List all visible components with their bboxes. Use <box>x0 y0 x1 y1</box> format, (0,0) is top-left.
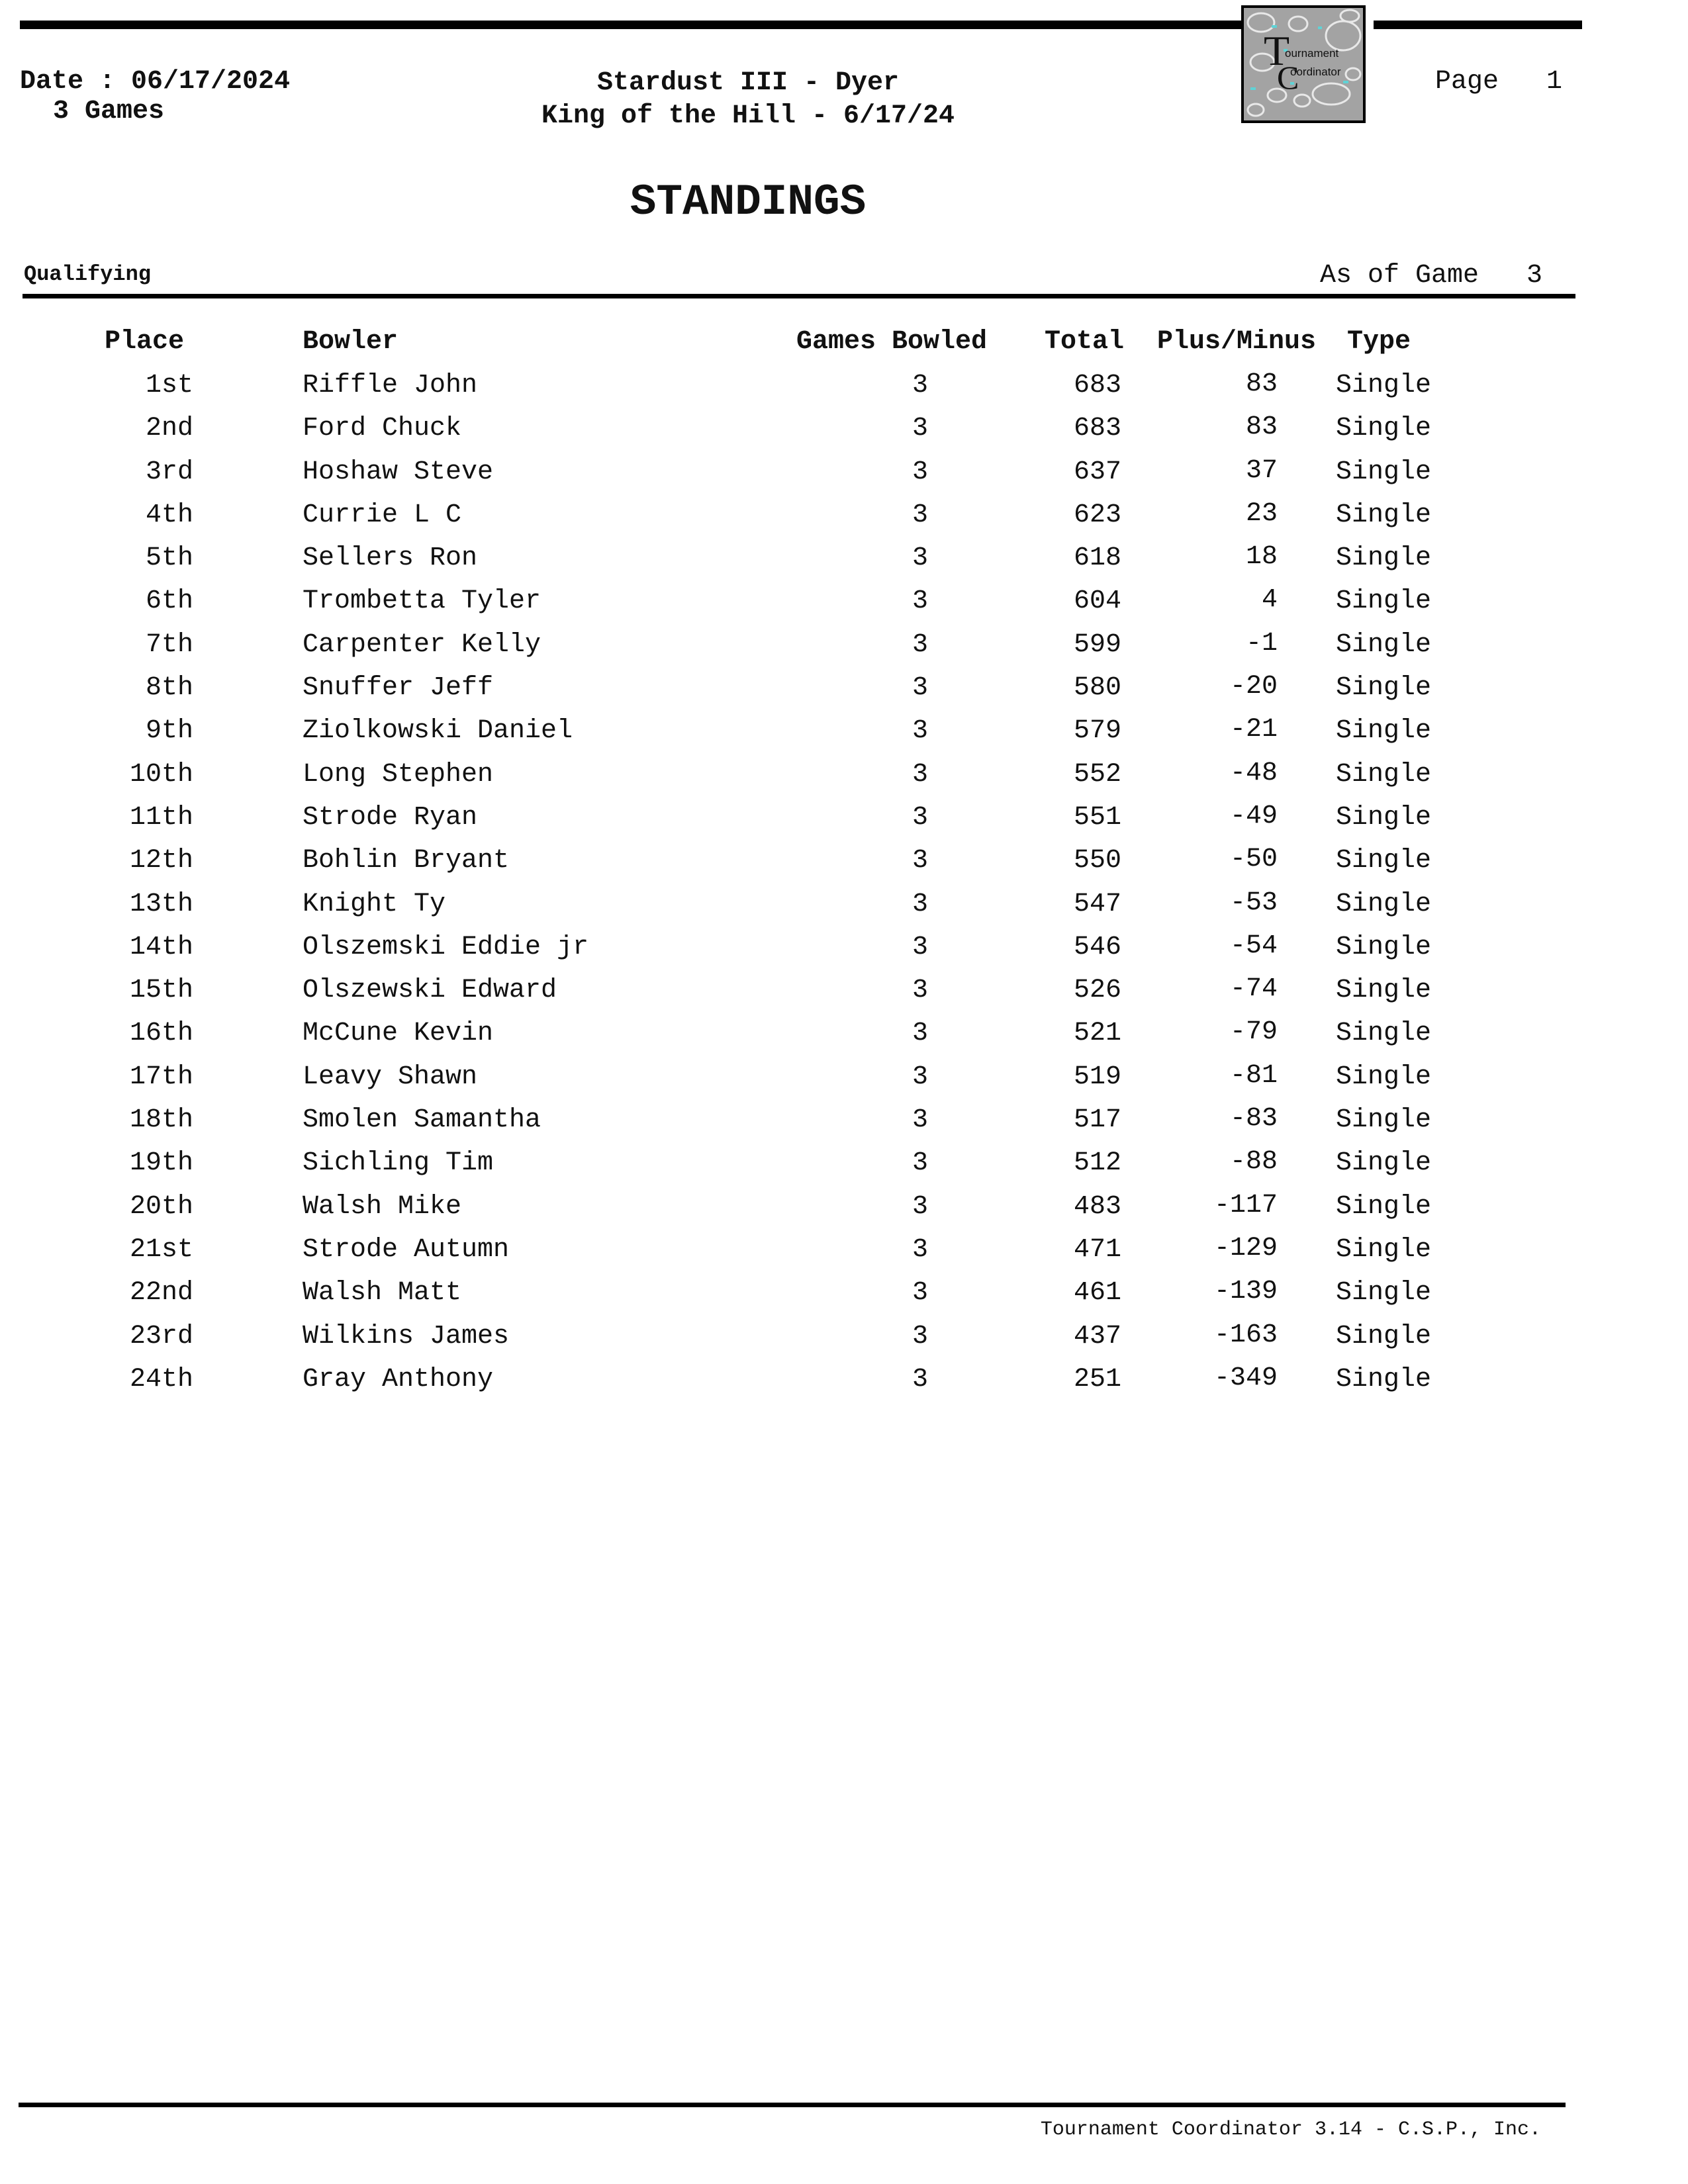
row-plus-minus: -49 <box>1229 801 1278 831</box>
row-bowler: Walsh Mike <box>303 1191 462 1222</box>
row-bowler: Bohlin Bryant <box>303 846 510 876</box>
row-place: 12th <box>129 846 193 876</box>
table-row <box>0 716 1688 759</box>
row-bowler: Long Stephen <box>303 759 494 790</box>
row-total: 683 <box>1073 414 1121 444</box>
row-bowler: Sellers Ron <box>303 543 478 574</box>
svg-text:C: C <box>1277 59 1299 96</box>
row-bowler: Currie L C <box>303 500 462 530</box>
table-row <box>0 1019 1688 1062</box>
event-name: Stardust III - Dyer <box>596 68 900 98</box>
row-type: Single <box>1336 932 1432 962</box>
row-plus-minus: -50 <box>1229 844 1278 875</box>
row-place: 5th <box>145 543 193 574</box>
row-type: Single <box>1336 673 1432 704</box>
column-header-games: Games Bowled <box>796 327 988 357</box>
row-place: 24th <box>129 1364 193 1394</box>
table-row <box>0 933 1688 976</box>
row-bowler: Smolen Samantha <box>303 1105 541 1136</box>
row-place: 7th <box>145 629 193 660</box>
row-type: Single <box>1336 371 1432 400</box>
row-plus-minus: -54 <box>1229 931 1278 961</box>
table-row <box>0 1322 1688 1365</box>
row-bowler: Snuffer Jeff <box>303 673 494 704</box>
row-games: 3 <box>912 371 928 400</box>
row-type: Single <box>1336 500 1432 530</box>
row-place: 9th <box>145 716 193 747</box>
row-games: 3 <box>912 1234 928 1265</box>
column-header-type: Type <box>1347 327 1411 357</box>
row-place: 16th <box>129 1019 193 1049</box>
row-bowler: Leavy Shawn <box>303 1062 478 1092</box>
row-plus-minus: -88 <box>1229 1147 1278 1177</box>
row-place: 15th <box>129 976 193 1006</box>
row-type: Single <box>1336 1019 1432 1049</box>
row-type: Single <box>1336 543 1432 574</box>
row-plus-minus: -129 <box>1213 1233 1278 1263</box>
row-place: 2nd <box>145 414 193 444</box>
row-type: Single <box>1336 889 1432 919</box>
row-games: 3 <box>912 673 928 704</box>
tournament-coordinator-logo <box>1241 5 1366 123</box>
row-total: 579 <box>1073 716 1121 747</box>
row-bowler: Olszemski Eddie jr <box>303 932 589 962</box>
event-subtitle: King of the Hill - 6/17/24 <box>541 101 955 131</box>
row-total: 471 <box>1073 1234 1121 1265</box>
section-label: Qualifying <box>24 262 152 287</box>
row-plus-minus: -163 <box>1213 1320 1278 1350</box>
row-plus-minus: -117 <box>1213 1190 1278 1220</box>
row-total: 521 <box>1073 1019 1121 1049</box>
row-plus-minus: 83 <box>1245 412 1278 443</box>
row-total: 550 <box>1073 846 1121 876</box>
table-row <box>0 1235 1688 1278</box>
row-type: Single <box>1336 802 1432 833</box>
row-total: 251 <box>1073 1364 1121 1394</box>
row-plus-minus: -81 <box>1229 1060 1278 1091</box>
row-games: 3 <box>912 759 928 790</box>
row-total: 637 <box>1073 457 1121 487</box>
row-games: 3 <box>912 500 928 530</box>
games-count: 3 Games <box>53 97 165 126</box>
row-games: 3 <box>912 1278 928 1308</box>
table-row <box>0 976 1688 1019</box>
table-row <box>0 457 1688 500</box>
logo-text-line2: oordinator <box>1290 66 1341 78</box>
row-place: 6th <box>145 586 193 617</box>
row-place: 11th <box>129 802 193 833</box>
row-plus-minus: -20 <box>1229 672 1278 702</box>
row-plus-minus: 83 <box>1245 369 1278 399</box>
table-row <box>0 543 1688 586</box>
logo-text-line1: ournament <box>1285 47 1339 60</box>
row-games: 3 <box>912 889 928 919</box>
row-bowler: Olszewski Edward <box>303 976 557 1006</box>
row-place: 17th <box>129 1062 193 1092</box>
table-row <box>0 846 1688 889</box>
footer-credit: Tournament Coordinator 3.14 - C.S.P., Inc. <box>1040 2118 1541 2141</box>
row-total: 623 <box>1073 500 1121 530</box>
table-row <box>0 760 1688 803</box>
row-bowler: Carpenter Kelly <box>303 629 541 660</box>
top-rule-right <box>1374 21 1582 29</box>
row-type: Single <box>1336 1105 1432 1136</box>
row-plus-minus: -83 <box>1229 1104 1278 1134</box>
row-type: Single <box>1336 976 1432 1006</box>
row-games: 3 <box>912 457 928 487</box>
row-games: 3 <box>912 1148 928 1179</box>
column-header-place: Place <box>105 327 185 357</box>
row-total: 580 <box>1073 673 1121 704</box>
table-row <box>0 371 1688 414</box>
svg-text:T: T <box>1264 27 1290 74</box>
row-place: 10th <box>129 759 193 790</box>
row-games: 3 <box>912 716 928 747</box>
row-bowler: Wilkins James <box>303 1321 510 1351</box>
row-total: 547 <box>1073 889 1121 919</box>
row-place: 4th <box>145 500 193 530</box>
row-plus-minus: -349 <box>1213 1363 1278 1393</box>
row-place: 13th <box>129 889 193 919</box>
row-plus-minus: 37 <box>1245 455 1278 486</box>
row-games: 3 <box>912 802 928 833</box>
row-plus-minus: 23 <box>1245 498 1278 529</box>
row-total: 599 <box>1073 629 1121 660</box>
row-bowler: Strode Ryan <box>303 802 478 833</box>
row-total: 683 <box>1073 371 1121 400</box>
row-type: Single <box>1336 1321 1432 1351</box>
row-games: 3 <box>912 846 928 876</box>
row-bowler: Strode Autumn <box>303 1234 510 1265</box>
row-total: 551 <box>1073 802 1121 833</box>
row-total: 552 <box>1073 759 1121 790</box>
row-place: 20th <box>129 1191 193 1222</box>
row-place: 18th <box>129 1105 193 1136</box>
table-row <box>0 1148 1688 1191</box>
row-games: 3 <box>912 629 928 660</box>
row-type: Single <box>1336 457 1432 487</box>
row-type: Single <box>1336 759 1432 790</box>
table-row <box>0 1192 1688 1235</box>
row-bowler: Walsh Matt <box>303 1278 462 1308</box>
row-games: 3 <box>912 414 928 444</box>
row-games: 3 <box>912 1019 928 1049</box>
row-bowler: Knight Ty <box>303 889 446 919</box>
row-bowler: Trombetta Tyler <box>303 586 541 617</box>
row-type: Single <box>1336 716 1432 747</box>
table-row <box>0 1062 1688 1105</box>
row-place: 1st <box>145 371 193 400</box>
row-total: 546 <box>1073 932 1121 962</box>
row-plus-minus: -74 <box>1229 974 1278 1005</box>
row-type: Single <box>1336 586 1432 617</box>
row-type: Single <box>1336 1278 1432 1308</box>
top-rule-left <box>20 21 1241 29</box>
row-total: 461 <box>1073 1278 1121 1308</box>
row-type: Single <box>1336 1062 1432 1092</box>
row-plus-minus: -21 <box>1229 715 1278 745</box>
table-row <box>0 500 1688 543</box>
row-plus-minus: 4 <box>1261 585 1278 615</box>
row-type: Single <box>1336 1148 1432 1179</box>
row-plus-minus: -53 <box>1229 887 1278 918</box>
row-games: 3 <box>912 586 928 617</box>
standings-table <box>0 371 1688 1408</box>
row-bowler: Hoshaw Steve <box>303 457 494 487</box>
row-games: 3 <box>912 932 928 962</box>
column-header-bowler: Bowler <box>303 327 399 357</box>
row-type: Single <box>1336 846 1432 876</box>
row-type: Single <box>1336 629 1432 660</box>
row-plus-minus: -79 <box>1229 1017 1278 1048</box>
row-bowler: Sichling Tim <box>303 1148 494 1179</box>
table-row <box>0 414 1688 457</box>
section-rule <box>23 294 1575 298</box>
row-plus-minus: -48 <box>1229 758 1278 788</box>
row-total: 517 <box>1073 1105 1121 1136</box>
page-number: Page 1 <box>1434 67 1562 97</box>
table-row <box>0 630 1688 673</box>
row-games: 3 <box>912 1321 928 1351</box>
report-date: Date : 06/17/2024 <box>20 67 291 97</box>
row-games: 3 <box>912 543 928 574</box>
row-place: 22nd <box>129 1278 193 1308</box>
table-row <box>0 673 1688 716</box>
row-type: Single <box>1336 414 1432 444</box>
as-of-game: As of Game 3 <box>1319 261 1542 291</box>
row-plus-minus: -1 <box>1245 628 1278 659</box>
table-row <box>0 1365 1688 1408</box>
table-row <box>0 889 1688 933</box>
row-total: 526 <box>1073 976 1121 1006</box>
table-row <box>0 586 1688 629</box>
row-total: 604 <box>1073 586 1121 617</box>
row-place: 21st <box>129 1234 193 1265</box>
row-bowler: McCune Kevin <box>303 1019 494 1049</box>
row-place: 8th <box>145 673 193 704</box>
row-total: 512 <box>1073 1148 1121 1179</box>
row-type: Single <box>1336 1191 1432 1222</box>
row-games: 3 <box>912 1062 928 1092</box>
row-total: 519 <box>1073 1062 1121 1092</box>
row-bowler: Riffle John <box>303 371 478 400</box>
row-place: 14th <box>129 932 193 962</box>
row-bowler: Ziolkowski Daniel <box>303 716 573 747</box>
column-header-total: Total <box>1045 327 1125 357</box>
row-type: Single <box>1336 1364 1432 1394</box>
row-games: 3 <box>912 1364 928 1394</box>
row-total: 483 <box>1073 1191 1121 1222</box>
row-plus-minus: -139 <box>1213 1277 1278 1307</box>
report-title: STANDINGS <box>630 177 867 227</box>
table-row <box>0 1278 1688 1321</box>
row-bowler: Ford Chuck <box>303 414 462 444</box>
row-place: 23rd <box>129 1321 193 1351</box>
footer-rule <box>19 2103 1566 2107</box>
row-games: 3 <box>912 1105 928 1136</box>
row-type: Single <box>1336 1234 1432 1265</box>
row-place: 19th <box>129 1148 193 1179</box>
row-games: 3 <box>912 976 928 1006</box>
table-row <box>0 1105 1688 1148</box>
row-total: 437 <box>1073 1321 1121 1351</box>
row-total: 618 <box>1073 543 1121 574</box>
table-row <box>0 803 1688 846</box>
logo-graphic <box>1244 8 1363 120</box>
row-place: 3rd <box>145 457 193 487</box>
row-games: 3 <box>912 1191 928 1222</box>
row-bowler: Gray Anthony <box>303 1364 494 1394</box>
column-header-plus-minus: Plus/Minus <box>1157 327 1317 357</box>
row-plus-minus: 18 <box>1245 542 1278 572</box>
